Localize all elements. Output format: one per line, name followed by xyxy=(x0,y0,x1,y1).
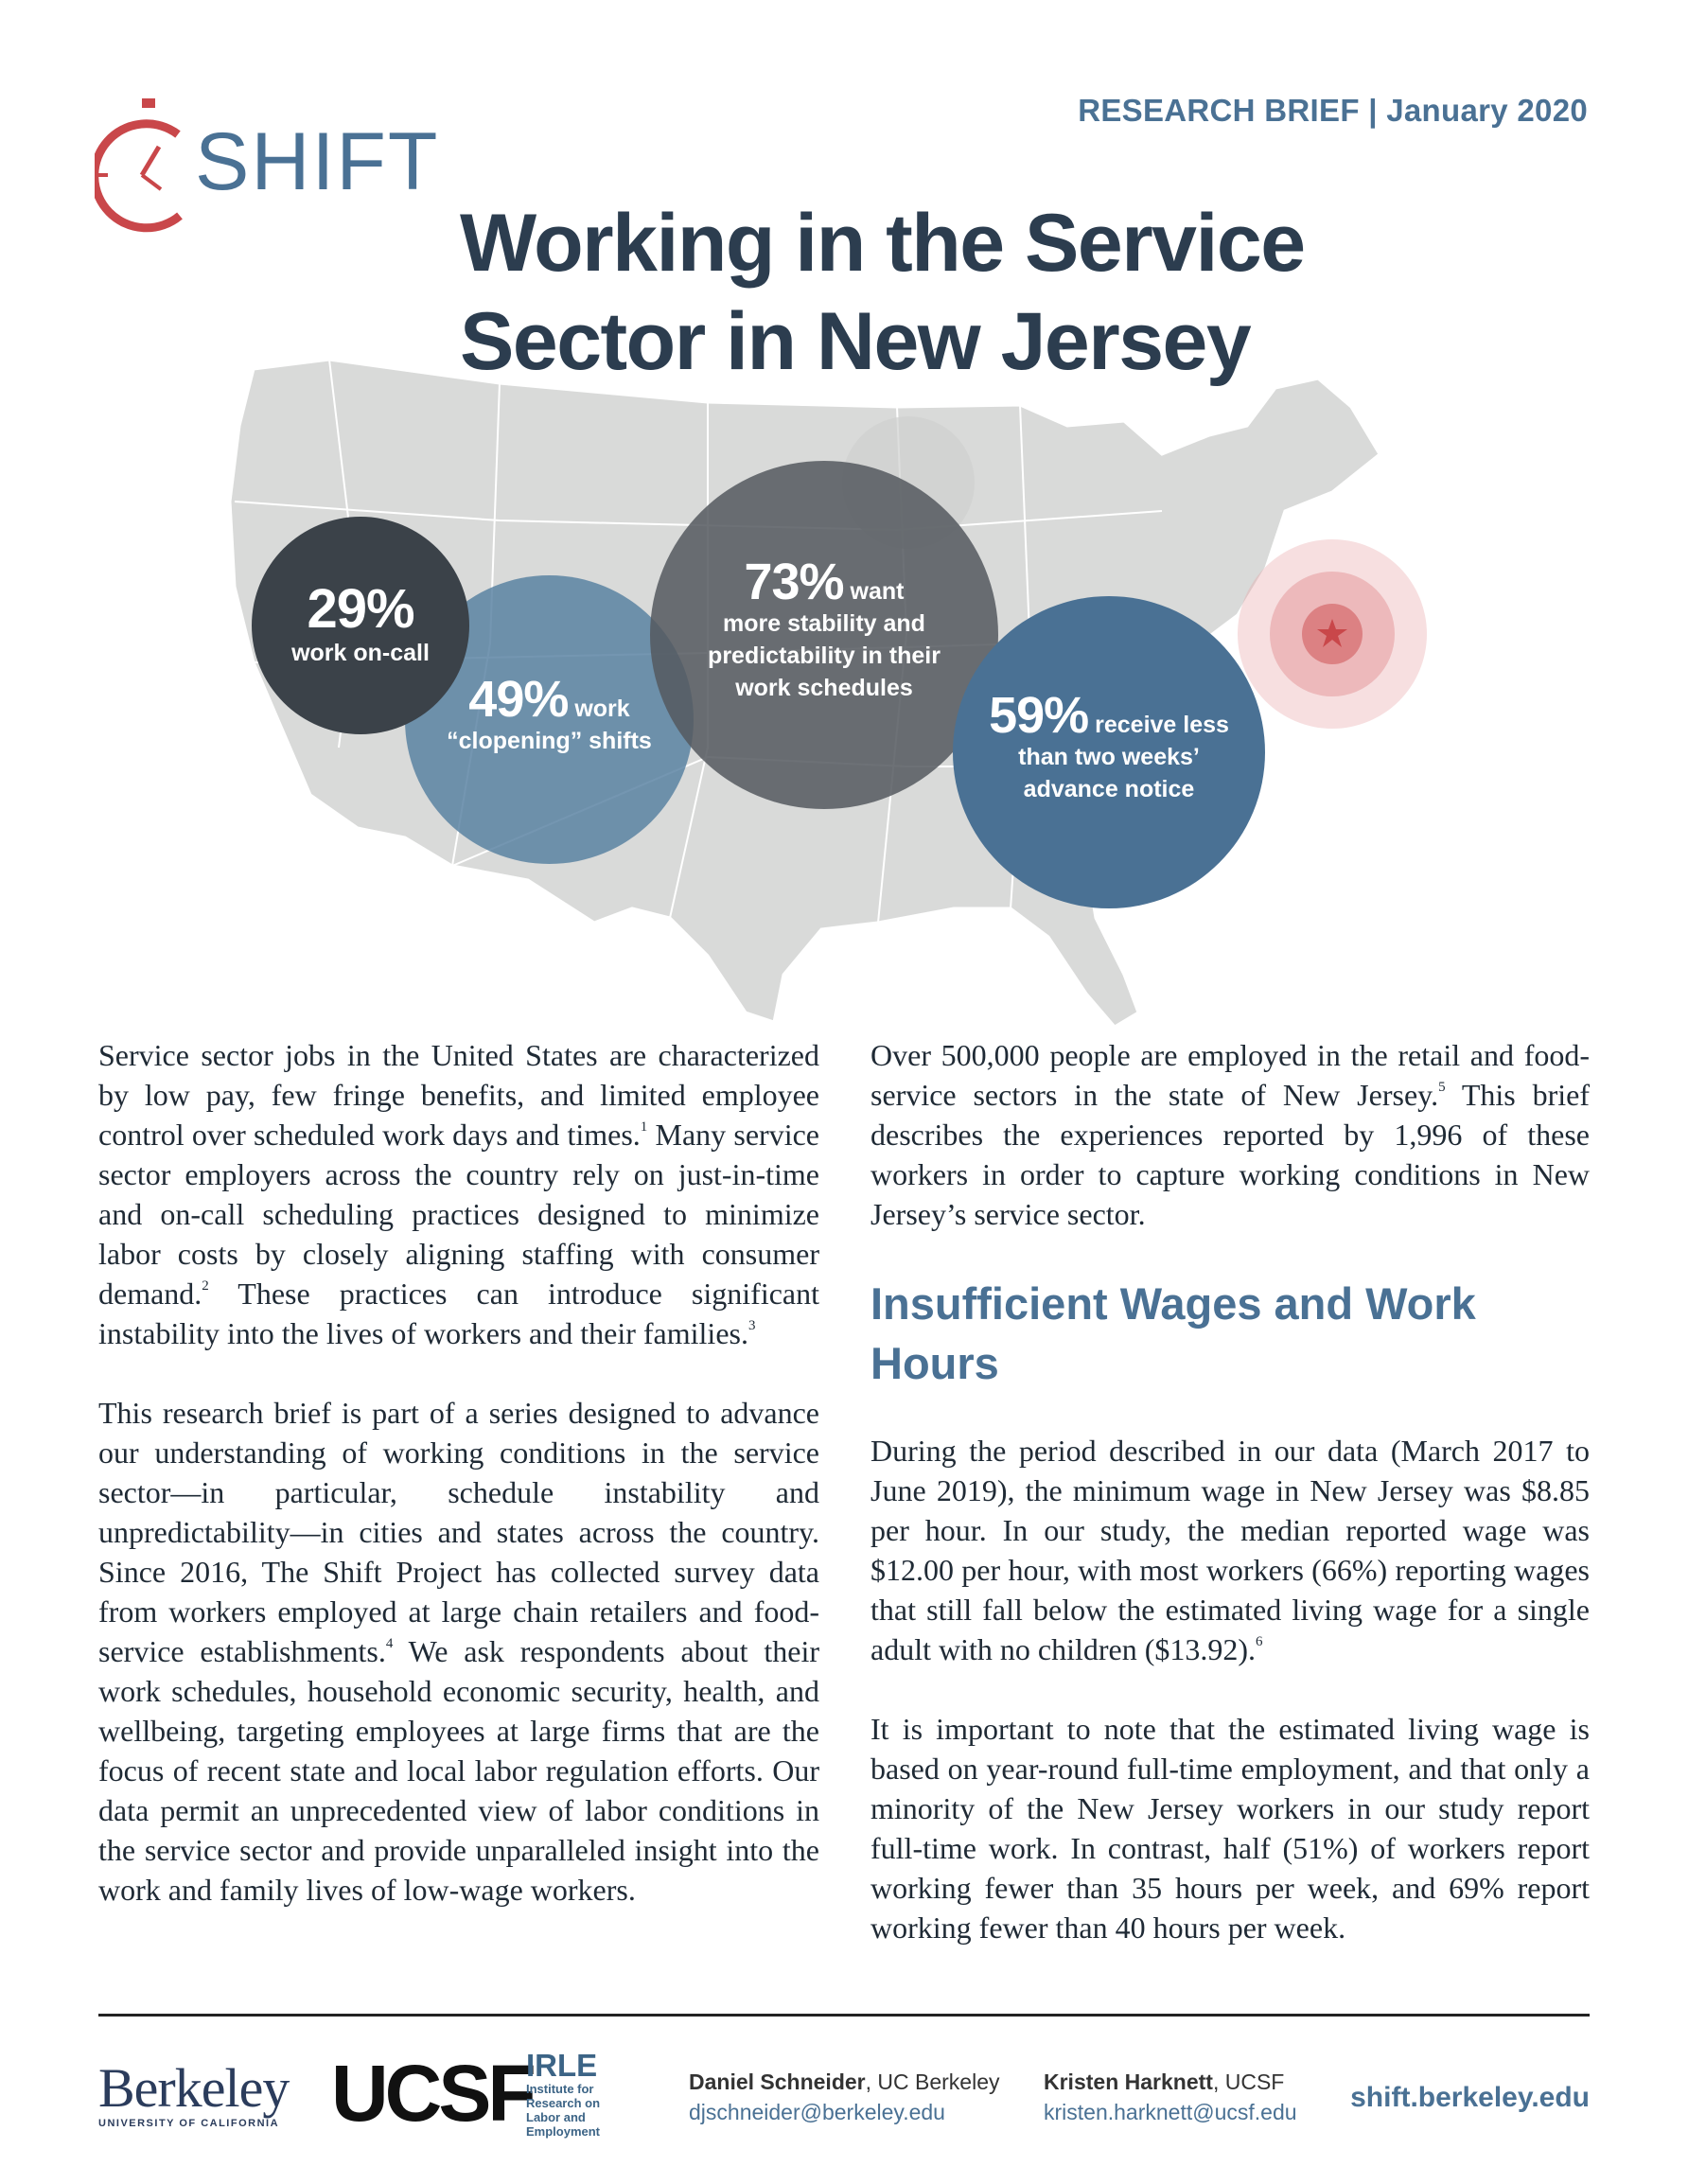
irle-line: Labor and xyxy=(526,2110,586,2124)
berkeley-wordmark: Berkeley xyxy=(98,2057,290,2119)
title-line-1: Working in the Service xyxy=(460,198,1305,289)
ucsf-logo: UCSF xyxy=(331,2049,533,2138)
research-brief-date: RESEARCH BRIEF | January 2020 xyxy=(1078,93,1588,128)
author-schneider xyxy=(689,2067,1000,2127)
author-name: Kristen Harknett xyxy=(1044,2070,1213,2094)
stat-73-value: 73% xyxy=(744,554,844,610)
title-line-2: Sector in New Jersey xyxy=(460,296,1251,387)
text-run: This research brief is part of a series designed to advance our understanding of working conditions in the service sector—in particular, schedule instability and unpredictability—in cities and states across the country. Since 2016, The Shift Project has collected survey data from workers employed at large chain retailers and food-service establishments. xyxy=(98,1396,819,1668)
hours-paragraph: It is important to note that the estimated living wage is based on year-round full-time employment, and that only a minority of the New Jersey workers in our study report full-time work. In contrast, half (51%) of workers report working fewer than 35 hours per week, and 69% report working fewer than 40 hours per week. xyxy=(870,1712,1590,1945)
footnote-ref: 6 xyxy=(1256,1634,1263,1649)
stat-bubble-59 xyxy=(953,596,1265,908)
left-column xyxy=(98,1035,819,1949)
footer xyxy=(0,2044,1688,2158)
irle-logo xyxy=(526,2050,621,2144)
stat-73-text-1: want xyxy=(850,578,905,605)
author-affiliation: , UC Berkeley xyxy=(865,2070,1000,2094)
author-email-link[interactable]: kristen.harknett@ucsf.edu xyxy=(1044,2100,1297,2124)
nj-employment-paragraph xyxy=(870,1035,1590,1234)
text-run: These practices can introduce significant instability into the lives of workers and their families. xyxy=(98,1277,819,1350)
stat-59-text-1: receive less xyxy=(1095,712,1229,738)
footnote-ref: 4 xyxy=(385,1636,394,1651)
intro-paragraph xyxy=(98,1035,819,1353)
stat-29-value: 29% xyxy=(307,578,414,640)
footnote-ref: 2 xyxy=(202,1278,209,1294)
irle-line: Employment xyxy=(526,2124,601,2139)
text-run: Many service sector employers across the country rely on just-in-time and on-call scheduling practices designed to minimize labor costs by closely aligning staffing with consumer demand. xyxy=(98,1118,820,1311)
series-paragraph xyxy=(98,1393,819,1910)
text-run: Service sector jobs in the United States are characterized by low pay, few fringe benefits, and limited employee control over scheduled work days and times. xyxy=(98,1038,819,1152)
stat-49-text-1: work xyxy=(574,695,630,722)
footnote-ref: 3 xyxy=(747,1318,756,1333)
footnote-ref: 5 xyxy=(1438,1080,1446,1095)
berkeley-subtitle: UNIVERSITY OF CALIFORNIA xyxy=(98,2118,280,2129)
author-email-link[interactable]: djschneider@berkeley.edu xyxy=(689,2100,945,2124)
shift-logo xyxy=(95,95,440,246)
text-run: During the period described in our data (March 2017 to June 2019), the minimum wage in New Jersey was $8.85 per hour. In our study, the median reported wage was $12.00 per hour, with most workers (66%) reporting wages that still fall below the estimated living wage for a single adult with no children ($13.92). xyxy=(870,1434,1590,1666)
footer-divider xyxy=(98,2014,1590,2017)
wage-paragraph xyxy=(870,1431,1590,1669)
stat-59-value: 59% xyxy=(989,687,1089,744)
irle-line: Institute for xyxy=(526,2082,594,2096)
irle-line: Research on xyxy=(526,2096,601,2110)
author-affiliation: , UCSF xyxy=(1212,2070,1285,2094)
stat-59-text-2: than two weeks’ advance notice xyxy=(1018,744,1200,802)
text-run: This brief describes the experiences reported by 1,996 of these workers in order to capture working conditions in New Jersey’s service sector. xyxy=(870,1078,1591,1231)
footnote-ref: 1 xyxy=(640,1119,648,1135)
irle-abbr: IRLE xyxy=(526,2048,598,2083)
berkeley-logo xyxy=(98,2057,290,2129)
stat-49-value: 49% xyxy=(468,670,569,728)
author-harknett xyxy=(1044,2067,1297,2127)
text-run: We ask respondents about their work schedules, household economic security, health, and wellbeing, targeting employees at large firms that are the focus of recent state and local labor regulation efforts. Our data permit an unprecedented view of labor conditions in the service sector and provide unparalleled insight into the work and family lives of low-wage workers. xyxy=(98,1634,820,1907)
stat-bubble-73 xyxy=(650,461,998,809)
stat-49-text-2: “clopening” shifts xyxy=(447,727,652,754)
stat-29-text: work on-call xyxy=(291,640,430,666)
logo-wordmark: SHIFT xyxy=(195,116,440,207)
author-name: Daniel Schneider xyxy=(689,2070,866,2094)
website-link[interactable]: shift.berkeley.edu xyxy=(1350,2082,1590,2113)
right-column xyxy=(870,1035,1590,1987)
section-heading: Insufficient Wages and Work Hours xyxy=(870,1278,1476,1388)
stat-73-text-2: more stability and predictability in their work schedules xyxy=(708,610,941,701)
stat-bubble-29 xyxy=(252,517,469,734)
text-run: Over 500,000 people are employed in the retail and food-service sectors in the state of New Jersey. xyxy=(870,1038,1590,1112)
clock-icon xyxy=(95,95,208,246)
